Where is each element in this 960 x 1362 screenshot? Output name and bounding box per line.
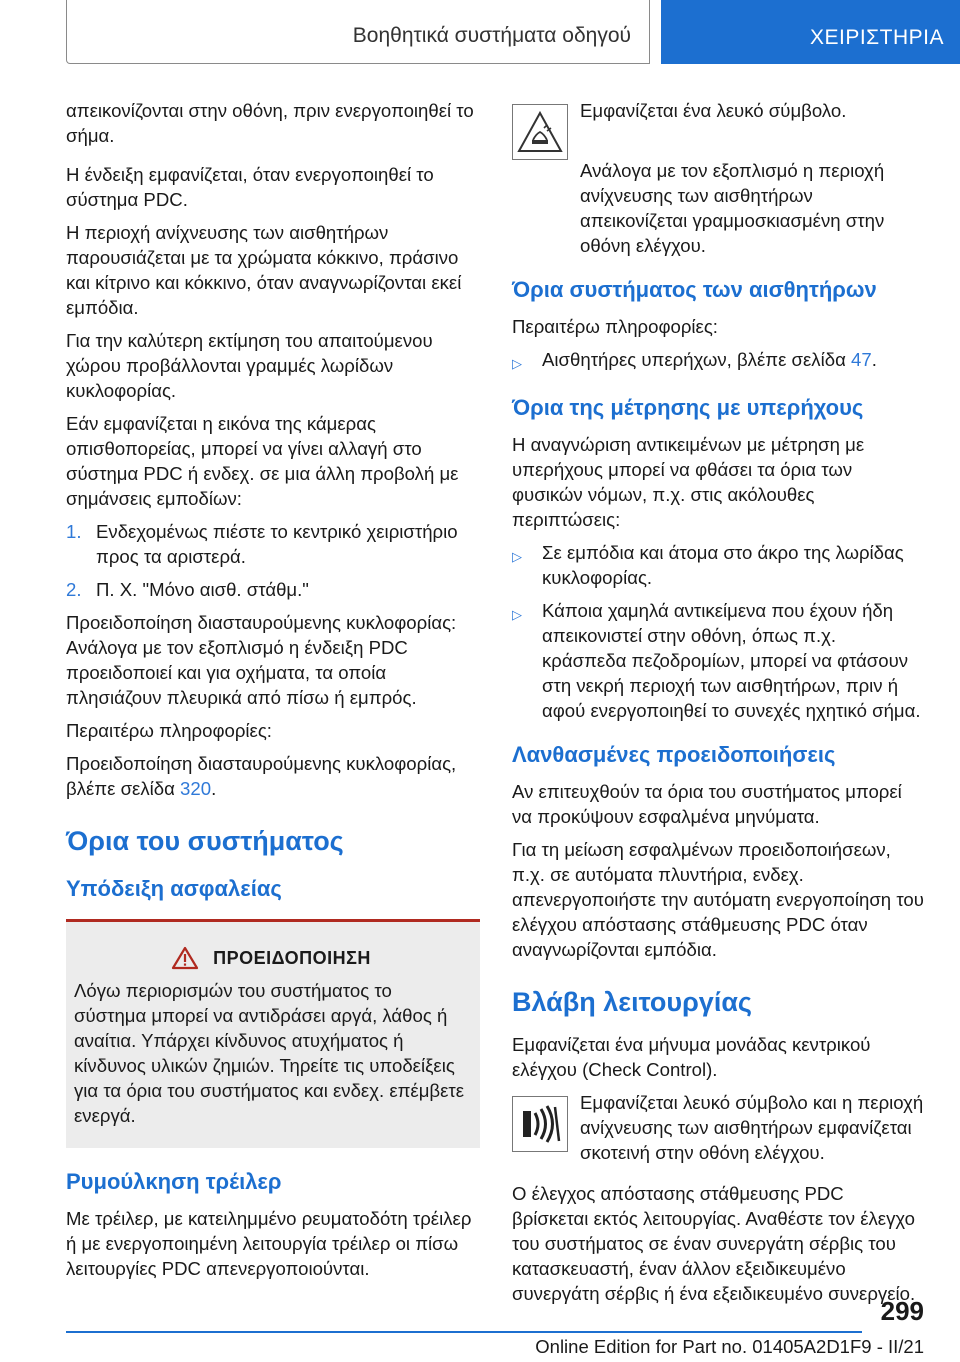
triangle-bullet-icon: ▷	[512, 607, 522, 622]
paragraph-text: Προειδοποίηση διασταυρούμενης κυκλοφορίας, βλέπε σελίδα	[66, 753, 457, 799]
footer-divider	[66, 1331, 862, 1333]
paragraph: Η περιοχή ανίχνευσης των αισθητήρων παρουσιάζεται με τα χρώματα κόκκινο, πράσινο και κίτρινο και κόκκινο, όταν αναγνωρίζονται εκεί εμπόδια.	[66, 222, 462, 318]
car-sensor-warning-icon	[516, 110, 564, 154]
step-item	[66, 519, 480, 569]
symbol-text	[580, 1090, 924, 1175]
heading-trailer: Ρυμούλκηση τρέιλερ	[66, 1169, 282, 1194]
sensor-waves-icon	[517, 1103, 563, 1145]
warning-title: ΠΡΟΕΙΔΟΠΟΙΗΣΗ	[213, 947, 371, 968]
left-column	[66, 98, 480, 1295]
reference-list	[512, 347, 924, 376]
paragraph: Εμφανίζεται ένα μήνυμα μονάδας κεντρικού ελέγχου (Check Control).	[512, 1034, 871, 1080]
heading-false-warnings: Λανθασμένες προειδοποιήσεις	[512, 742, 836, 767]
paragraph: Η αναγνώριση αντικειμένων με μέτρηση με υπερήχους μπορεί να φθάσει τα όρια των φυσικών νόμων, π.χ. στις ακόλουθες περιπτώσεις:	[512, 434, 865, 530]
warning-triangle-icon	[171, 946, 199, 970]
paragraph: Ανάλογα με τον εξοπλισμό η περιοχή ανίχνευσης των αισθητήρων απεικονίζεται γραμμοσκιασμένη στην οθόνη ελέγχου.	[580, 160, 885, 256]
page-link-47[interactable]: 47	[851, 349, 872, 370]
triangle-bullet-icon: ▷	[512, 549, 522, 564]
paragraph: Με τρέιλερ, με κατειλημμένο ρευματοδότη τρέιλερ ή με ενεργοποιημένη λειτουργία τρέιλερ οι πίσω λειτουργίες PDC απενεργοποιούνται.	[66, 1208, 472, 1279]
heading-sensor-limits: Όρια συστήματος των αισθητήρων	[512, 277, 877, 302]
reference-end: .	[871, 349, 877, 370]
step-number: 2.	[66, 579, 82, 600]
section-tab[interactable]	[661, 0, 960, 64]
pdc-fault-icon	[512, 1096, 568, 1152]
heading-malfunction: Βλάβη λειτουργίας	[512, 987, 752, 1017]
paragraph	[66, 751, 480, 801]
list-item-text	[542, 347, 877, 376]
paragraph: Για τη μείωση εσφαλμένων προειδοποιήσεων, π.χ. σε αυτόματα πλυντήρια, ενδεχ. απενεργοποιήστε την αυτόματη ενεργοποίηση του ελέγχου απόστασης στάθμευσης PDC όταν αναγνωρίζονται εμπόδια.	[512, 839, 924, 960]
step-item	[66, 577, 480, 602]
list-item-text: Κάποια χαμηλά αντικείμενα που έχουν ήδη απεικονιστεί στην οθόνη, όπως π.χ. κράσπεδα πεζοδρομίων, μπορεί να φτάσουν στη νεκρή περιοχή των αισθητήρων, πριν ή αφού ενεργοποιηθεί το συνεχές ηχητικό σήμα.	[542, 600, 921, 721]
paragraph: Προειδοποίηση διασταυρούμενης κυκλοφορίας: Ανάλογα με τον εξοπλισμό η ένδειξη PDC προειδοποιεί και για οχήματα, τα οποία πλησιάζουν πλευρικά από πίσω ή εμπρός.	[66, 612, 457, 708]
symbol-description	[512, 1090, 924, 1175]
heading-safety-note: Υπόδειξη ασφαλείας	[66, 876, 282, 901]
step-text: Ενδεχομένως πιέστε το κεντρικό χειριστήριο προς τα αριστερά.	[96, 521, 458, 567]
page-number: 299	[880, 1296, 924, 1326]
section-tab-label: ΧΕΙΡΙΣΤΗΡΙΑ	[809, 26, 944, 49]
reference-text: Αισθητήρες υπερήχων, βλέπε σελίδα	[542, 349, 852, 370]
warning-text: Λόγω περιορισμών του συστήματος το σύστημα μπορεί να αντιδράσει αργά, λάθος ή αναίτια. Υπάρχει κίνδυνος ατυχήματος ή κίνδυνος υλικών ζημιών. Τηρείτε τις υποδείξεις για τα όρια του συστήματος και ενδεχ. επέμβετε ενεργά.	[74, 980, 465, 1126]
step-list	[66, 519, 480, 602]
page-header	[0, 0, 960, 64]
right-column	[512, 98, 924, 1320]
list-item-text: Σε εμπόδια και άτομα στο άκρο της λωρίδας κυκλοφορίας.	[542, 542, 904, 588]
warning-box	[66, 919, 480, 1148]
triangle-bullet-icon: ▷	[512, 356, 522, 371]
paragraph: Για την καλύτερη εκτίμηση του απαιτούμενου χώρου προβάλλονται γραμμές λωρίδων κυκλοφορίας.	[66, 330, 433, 401]
page-link-320[interactable]: 320	[180, 778, 212, 799]
step-text: Π. Χ. "Μόνο αισθ. στάθμ."	[96, 579, 309, 600]
edition-footer: Online Edition for Part no. 01405A2D1F9 - II/21	[535, 1336, 924, 1357]
paragraph: Περαιτέρω πληροφορίες:	[66, 720, 272, 741]
list-item	[512, 347, 924, 376]
paragraph: απεικονίζονται στην οθόνη, πριν ενεργοποιηθεί το σήμα.	[66, 100, 474, 146]
paragraph: Εμφανίζεται λευκό σύμβολο και η περιοχή ανίχνευσης των αισθητήρων εμφανίζεται σκοτεινή στην οθόνη ελέγχου.	[580, 1092, 924, 1163]
list-item	[512, 540, 924, 590]
heading-system-limits: Όρια του συστήματος	[66, 826, 344, 856]
paragraph: Περαιτέρω πληροφορίες:	[512, 316, 718, 337]
paragraph: Ο έλεγχος απόστασης στάθμευσης PDC βρίσκεται εκτός λειτουργίας. Αναθέστε τον έλεγχο του συστήματος σε έναν συνεργάτη σέρβις του κατασκευαστή, έναν άλλον εξειδικευμένο συνεργάτη σέρβις ή ένα εξειδικευμένο συνεργείο.	[512, 1183, 916, 1304]
symbol-description	[512, 98, 924, 160]
paragraph-end: .	[211, 778, 217, 799]
case-list	[512, 540, 924, 723]
paragraph: Η ένδειξη εμφανίζεται, όταν ενεργοποιηθεί το σύστημα PDC.	[66, 164, 434, 210]
paragraph: Εάν εμφανίζεται η εικόνα της κάμερας οπισθοπορείας, μπορεί να γίνει αλλαγή στο σύστημα PDC ή ενδεχ. σε μια άλλη προβολή με σημάνσεις εμποδίων:	[66, 413, 459, 509]
chapter-title-box	[66, 0, 650, 64]
step-number: 1.	[66, 521, 82, 542]
warning-header	[74, 946, 468, 970]
paragraph: Εμφανίζεται ένα λευκό σύμβολο.	[580, 100, 847, 121]
hatched-sensor-area-icon	[512, 104, 568, 160]
symbol-text	[580, 98, 846, 160]
chapter-title: Βοηθητικά συστήματα οδηγού	[352, 24, 631, 47]
list-item	[512, 598, 924, 723]
heading-ultrasound-limits: Όρια της μέτρησης με υπερήχους	[512, 395, 864, 420]
paragraph: Αν επιτευχθούν τα όρια του συστήματος μπορεί να προκύψουν εσφαλμένα μηνύματα.	[512, 781, 902, 827]
